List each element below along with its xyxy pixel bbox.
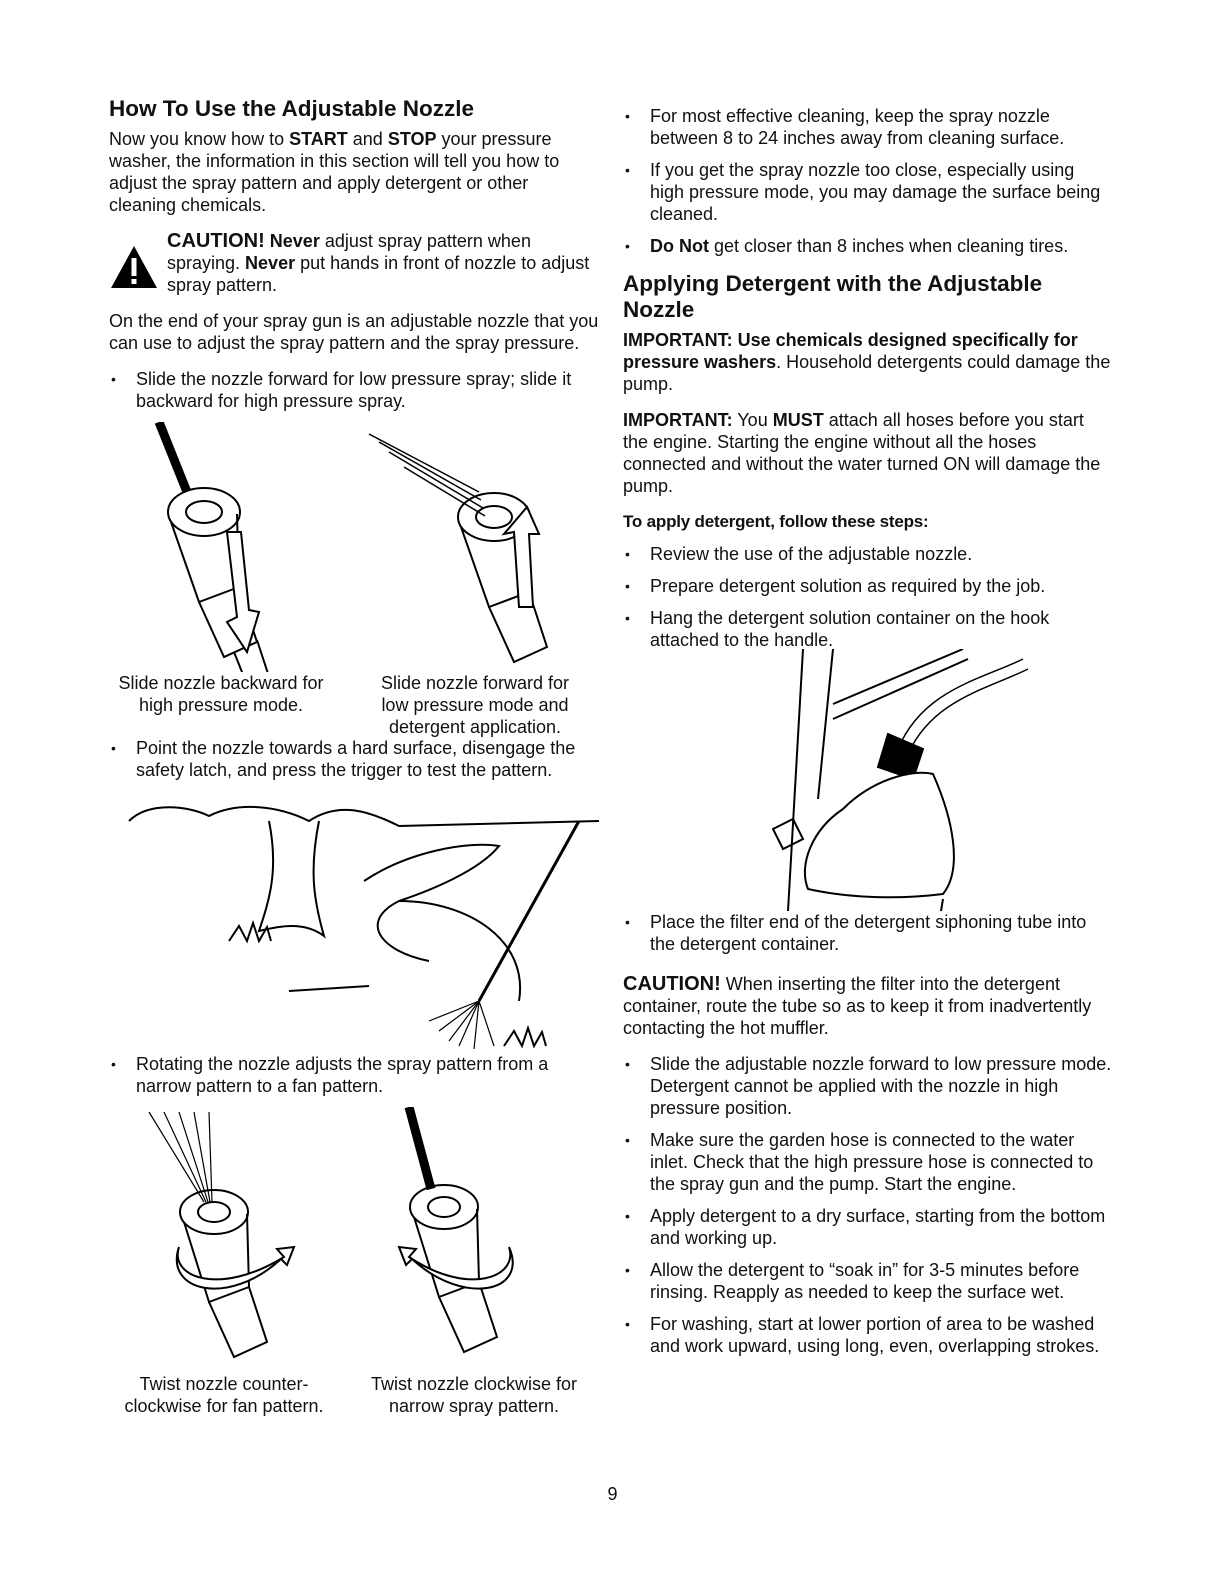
slide-nozzle-illustration	[109, 422, 599, 672]
step-place-filter: • Place the filter end of the detergent siphoning tube into the detergent container.	[623, 911, 1113, 955]
twist-nozzle-figure	[109, 1107, 599, 1427]
bullet-tires: • Do Not get closer than 8 inches when cleaning tires.	[623, 235, 1113, 257]
caution-muffler: CAUTION! When inserting the filter into the detergent container, route the tube so as to keep it from inadvertently contacting the hot muffler.	[623, 973, 1092, 1038]
warning-triangle-icon	[109, 244, 159, 290]
step-slide-forward: • Slide the adjustable nozzle forward to low pressure mode. Detergent cannot be applied with the nozzle in high pressure position.	[623, 1053, 1113, 1119]
caption-cw-1: Twist nozzle clockwise for	[370, 1374, 578, 1394]
caption-backward-1: Slide nozzle backward for	[118, 673, 324, 693]
step-soak: • Allow the detergent to “soak in” for 3-5 minutes before rinsing. Reapply as needed to keep the surface wet.	[623, 1259, 1113, 1303]
bullet-test-pattern: • Point the nozzle towards a hard surface, disengage the safety latch, and press the trigger to test the pattern.	[109, 737, 599, 781]
page-number: 9	[607, 1484, 618, 1504]
caption-cw-2: narrow spray pattern.	[388, 1396, 560, 1416]
yard-spray-figure	[109, 791, 599, 1053]
intro-paragraph: Now you know how to START and STOP your pressure washer, the information in this section will tell you how to adjust the spray pattern and apply detergent or other cleaning chemicals.	[109, 129, 560, 215]
caption-forward-2: low pressure mode and	[381, 695, 569, 715]
step-review: • Review the use of the adjustable nozzle.	[623, 543, 1113, 565]
caption-ccw-1: Twist nozzle counter-	[139, 1374, 309, 1394]
yard-spray-illustration	[109, 791, 599, 1053]
nozzle-description: On the end of your spray gun is an adjustable nozzle that you can use to adjust the spray pattern and the spray pressure.	[109, 311, 599, 353]
step-prepare: • Prepare detergent solution as required by the job.	[623, 575, 1113, 597]
slide-nozzle-figure	[109, 422, 599, 737]
twist-nozzle-illustration	[109, 1107, 599, 1372]
step-hang: • Hang the detergent solution container on the hook attached to the handle.	[623, 607, 1113, 651]
bullet-distance: • For most effective cleaning, keep the spray nozzle between 8 to 24 inches away from cleaning surface.	[623, 105, 1113, 149]
steps-heading: To apply detergent, follow these steps:	[623, 512, 929, 531]
step-check-hoses: • Make sure the garden hose is connected to the water inlet. Check that the high pressure hose is connected to the spray gun and the pump. Start the engine.	[623, 1129, 1113, 1195]
step-washing: • For washing, start at lower portion of area to be washed and work upward, using long, even, overlapping strokes.	[623, 1313, 1113, 1357]
caption-backward-2: high pressure mode.	[138, 695, 304, 715]
bullet-rotate: • Rotating the nozzle adjusts the spray pattern from a narrow pattern to a fan pattern.	[109, 1053, 599, 1097]
section-heading-nozzle: How To Use the Adjustable Nozzle	[109, 96, 475, 121]
detergent-container-figure	[623, 649, 1113, 911]
right-column	[623, 105, 1113, 1367]
important-chemicals: IMPORTANT: Use chemicals designed specifically for pressure washers. Household detergents could damage the pump.	[623, 330, 1111, 394]
important-hoses: IMPORTANT: You MUST attach all hoses before you start the engine. Starting the engine without all the hoses connected and without the water turned ON will damage the pump.	[623, 410, 1101, 496]
caption-ccw-2: clockwise for fan pattern.	[124, 1396, 324, 1416]
left-column	[109, 96, 599, 1427]
bullet-too-close: • If you get the spray nozzle too close, especially using high pressure mode, you may damage the surface being cleaned.	[623, 159, 1113, 225]
section-heading-detergent: Applying Detergent with the Adjustable Nozzle	[623, 271, 1043, 322]
step-apply: • Apply detergent to a dry surface, starting from the bottom and working up.	[623, 1205, 1113, 1249]
caption-forward-1: Slide nozzle forward for	[380, 673, 570, 693]
bullet-slide: • Slide the nozzle forward for low pressure spray; slide it backward for high pressure spray.	[109, 368, 599, 412]
detergent-container-illustration	[623, 649, 1113, 911]
caption-forward-3: detergent application.	[388, 717, 562, 737]
caution-note: CAUTION! Never adjust spray pattern when spraying. Never put hands in front of nozzle to adjust spray pattern.	[109, 230, 599, 296]
